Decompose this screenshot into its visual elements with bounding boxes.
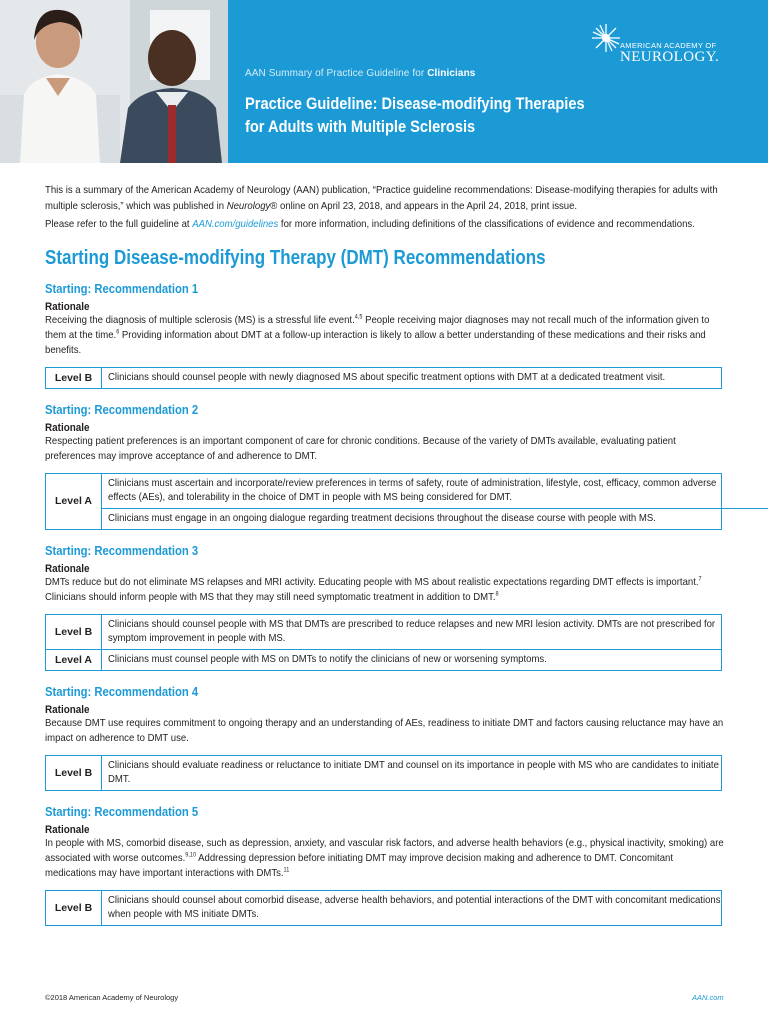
title-line-1: Practice Guideline: Disease-modifying Therapies xyxy=(245,94,585,113)
citation: 11 xyxy=(283,867,290,874)
series-audience: Clinicians xyxy=(427,68,476,79)
recommendation-statement: Clinicians should evaluate readiness or reluctance to initiate DMT and counsel on its importance in people with MS who are candidates to initiate DMT. xyxy=(108,759,719,785)
recommendation-4 xyxy=(45,685,725,791)
intro-text xyxy=(45,183,726,233)
citation: 6 xyxy=(116,329,120,336)
rationale-text: Respecting patient preferences is an important component of care for chronic conditions. Because of the variety of DMTs available, evaluating patient preferences may improve acceptance of and adherence to DMT. xyxy=(45,435,676,462)
recommendation-3 xyxy=(45,544,725,671)
rationale-heading: Rationale xyxy=(45,562,90,575)
recommendation-box xyxy=(45,473,722,530)
intro-p2-text-end: for more information, including definitions of the classifications of evidence and recommendations. xyxy=(278,219,695,230)
journal-name: Neurology xyxy=(226,200,271,212)
intro-paragraph-1 xyxy=(45,183,726,214)
recommendation-title: Starting: Recommendation 2 xyxy=(45,402,199,417)
starburst-icon xyxy=(590,22,622,54)
recommendation-box xyxy=(45,614,722,671)
intro-paragraph-2 xyxy=(45,217,726,233)
recommendation-statement: Clinicians should counsel people with newly diagnosed MS about specific treatment options with DMT at a dedicated treatment visit. xyxy=(108,371,666,383)
evidence-level: Level A xyxy=(46,650,102,670)
intro-p1-text: This is a summary of the American Academy of Neurology (AAN) publication, “Practice guideline recommendations: Disease-modifying therapies for adults with multiple sclerosis,” which was published in xyxy=(45,185,718,212)
document-title xyxy=(245,92,649,138)
recommendation-1 xyxy=(45,282,725,389)
evidence-level: Level B xyxy=(46,615,102,649)
section-title: Starting Disease-modifying Therapy (DMT) Recommendations xyxy=(45,246,546,269)
rationale-text xyxy=(45,836,726,881)
recommendation-statement: Clinicians must counsel people with MS on DMTs to notify the clinicians of new or worsening symptoms. xyxy=(108,653,547,665)
rationale-part: Clinicians should inform people with MS that they may still need symptomatic treatment in addition to DMT. xyxy=(45,591,496,603)
evidence-level: Level B xyxy=(46,891,102,925)
recommendation-box xyxy=(45,890,722,926)
recommendation-box xyxy=(45,755,722,791)
rationale-part: Receiving the diagnosis of multiple sclerosis (MS) is a stressful life event. xyxy=(45,314,355,326)
rationale-heading: Rationale xyxy=(45,823,90,836)
rationale-part: In people with MS, comorbid disease, such as depression, anxiety, and vascular risk factors, and adverse health behaviors (e.g., physical inactivity, smoking) are associated with worse outcomes. xyxy=(45,837,724,864)
evidence-level: Level B xyxy=(46,756,102,790)
rationale-part: People receiving major diagnoses may not recall much of the information given to them at the time. xyxy=(45,314,710,341)
series-prefix: AAN Summary of Practice Guideline for xyxy=(245,68,428,79)
citation: 4,5 xyxy=(354,314,363,321)
rationale-part: DMTs reduce but do not eliminate MS relapses and MRI activity. Educating people with MS about realistic expectations regarding DMT effects is important. xyxy=(45,576,699,588)
main-content xyxy=(45,183,725,926)
title-line-2: for Adults with Multiple Sclerosis xyxy=(245,117,476,136)
logo-text-academy: AMERICAN ACADEMY OF xyxy=(620,41,717,50)
aan-logo xyxy=(590,22,730,70)
recommendation-title: Starting: Recommendation 1 xyxy=(45,281,199,296)
rationale-heading: Rationale xyxy=(45,300,90,313)
footer-copyright: ©2018 American Academy of Neurology xyxy=(45,993,179,1002)
intro-p2-text: Please refer to the full guideline at xyxy=(45,219,193,230)
rationale-heading: Rationale xyxy=(45,421,90,434)
recommendation-box xyxy=(45,367,722,389)
footer-site-link[interactable]: AAN.com xyxy=(692,993,724,1002)
recommendation-title: Starting: Recommendation 3 xyxy=(45,543,199,558)
rationale-text xyxy=(45,313,726,358)
evidence-level: Level B xyxy=(46,368,102,388)
citation: 7 xyxy=(698,576,702,583)
recommendation-5 xyxy=(45,805,725,926)
rationale-part: Addressing depression before initiating DMT may improve decision making and adherence to DMT. Concomitant medications may have important interactions with DMTs. xyxy=(45,852,674,879)
recommendation-statement: Clinicians must ascertain and incorporate/review preferences in terms of safety, route of administration, lifestyle, cost, efficacy, common adverse effects (AEs), and tolerability in the choice of DMT in people with MS being considered for DMT. xyxy=(108,477,717,503)
citation: 9,10 xyxy=(185,852,197,859)
guidelines-link[interactable]: AAN.com/guidelines xyxy=(192,219,279,230)
recommendation-statement: Clinicians should counsel people with MS that DMTs are prescribed to reduce relapses and new MRI lesion activity. DMTs are not prescribed for symptom improvement in people with MS. xyxy=(108,618,716,644)
evidence-level: Level A xyxy=(46,474,102,529)
header-banner xyxy=(0,0,768,163)
rationale-part: Providing information about DMT at a follow-up interaction is likely to allow a better understanding of these medications and their risks and benefits. xyxy=(45,329,706,356)
citation: 8 xyxy=(495,591,499,598)
recommendation-title: Starting: Recommendation 5 xyxy=(45,804,199,819)
recommendation-statement: Clinicians should counsel about comorbid disease, adverse health behaviors, and potential interactions of the DMT with concomitant medications when people with MS initiate DMTs. xyxy=(108,894,721,920)
recommendation-2 xyxy=(45,403,725,530)
rationale-heading: Rationale xyxy=(45,703,90,716)
series-label xyxy=(245,68,475,79)
rationale-text: Because DMT use requires commitment to ongoing therapy and an understanding of AEs, readiness to initiate DMT and factors causing reluctance may have an impact on adherence to DMT use. xyxy=(45,717,724,744)
recommendation-title: Starting: Recommendation 4 xyxy=(45,684,199,699)
rationale-text xyxy=(45,575,726,605)
clinician-photo xyxy=(0,0,228,163)
logo-text-neurology: NEUROLOGY. xyxy=(620,49,720,65)
recommendation-statement: Clinicians must engage in an ongoing dialogue regarding treatment decisions throughout the disease course with people with MS. xyxy=(108,512,656,524)
intro-p1-text-end: ® online on April 23, 2018, and appears in the April 24, 2018, print issue. xyxy=(270,200,578,212)
